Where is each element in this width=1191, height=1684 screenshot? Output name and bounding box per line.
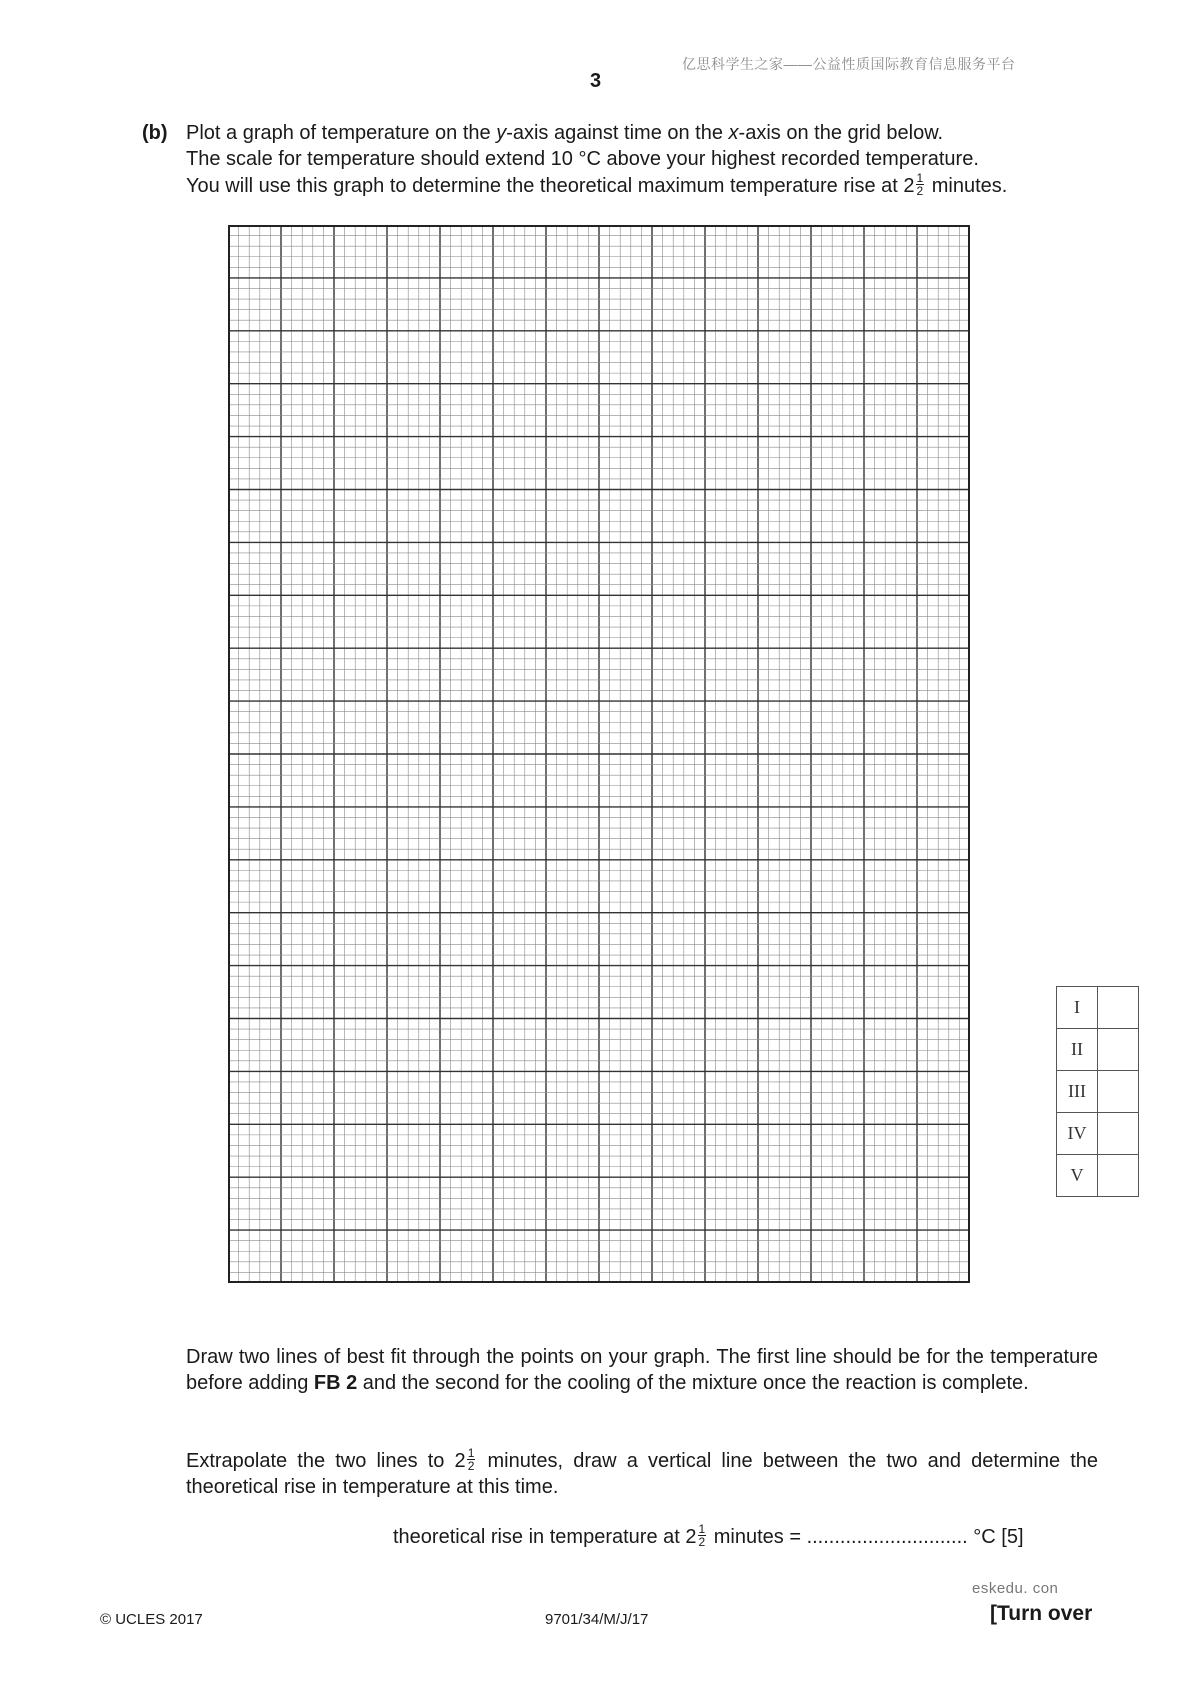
mark-box[interactable] [1098,987,1139,1029]
turn-over-label: [Turn over [990,1602,1093,1625]
mark-row-label: I [1057,987,1098,1029]
mark-row [1057,1113,1139,1155]
footer-watermark: eskedu. con [972,1580,1059,1597]
mark-row-label: IV [1057,1113,1098,1155]
mark-box[interactable] [1098,1113,1139,1155]
mark-row [1057,1071,1139,1113]
mark-row [1057,1155,1139,1197]
mark-row-label: II [1057,1029,1098,1071]
question-line-1: Plot a graph of temperature on the y-axis against time on the x-axis on the grid below. [186,122,944,144]
footer-paper-code: 9701/34/M/J/17 [545,1611,649,1628]
question-line-2: The scale for temperature should extend 10 °C above your highest recorded temperature. [186,148,979,170]
mark-row-label: III [1057,1071,1098,1113]
mark-box[interactable] [1098,1071,1139,1113]
footer-copyright: © UCLES 2017 [100,1611,203,1628]
fraction-half: $\frac{1}{2}$ [916,171,924,198]
fraction-half: $\frac{1}{2}$ [698,1522,706,1549]
fraction-half: $\frac{1}{2}$ [467,1446,475,1474]
question-line-3: You will use this graph to determine the theoretical maximum temperature rise at 2 $\frac{1}{2}$ minutes. [186,171,1008,198]
mark-row-label: V [1057,1155,1098,1197]
mark-box[interactable] [1098,1155,1139,1197]
header-watermark: 亿思科学生之家——公益性质国际教育信息服务平台 [682,56,1016,72]
mark-box[interactable] [1098,1029,1139,1071]
graph-grid-svg [228,225,970,1283]
instruction-paragraph-1: Draw two lines of best fit through the points on your graph. The first line should be for the temperature before adding FB 2 and the second for the cooling of the mixture once the reaction is complete. [186,1346,1098,1394]
page-number: 3 [590,70,602,92]
mark-row [1057,987,1139,1029]
graph-grid[interactable] [228,225,970,1283]
mark-row [1057,1029,1139,1071]
mark-table [1056,986,1139,1197]
question-label: (b) [142,122,168,144]
answer-line[interactable]: theoretical rise in temperature at 2 $\frac{1}{2}$ minutes = ............................. °C [5] [393,1522,1024,1549]
instruction-paragraph-2: Extrapolate the two lines to 2 $\frac{1}{2}$ minutes, draw a vertical line between the two and determine the theoretical rise in temperature at this time. [186,1446,1098,1499]
